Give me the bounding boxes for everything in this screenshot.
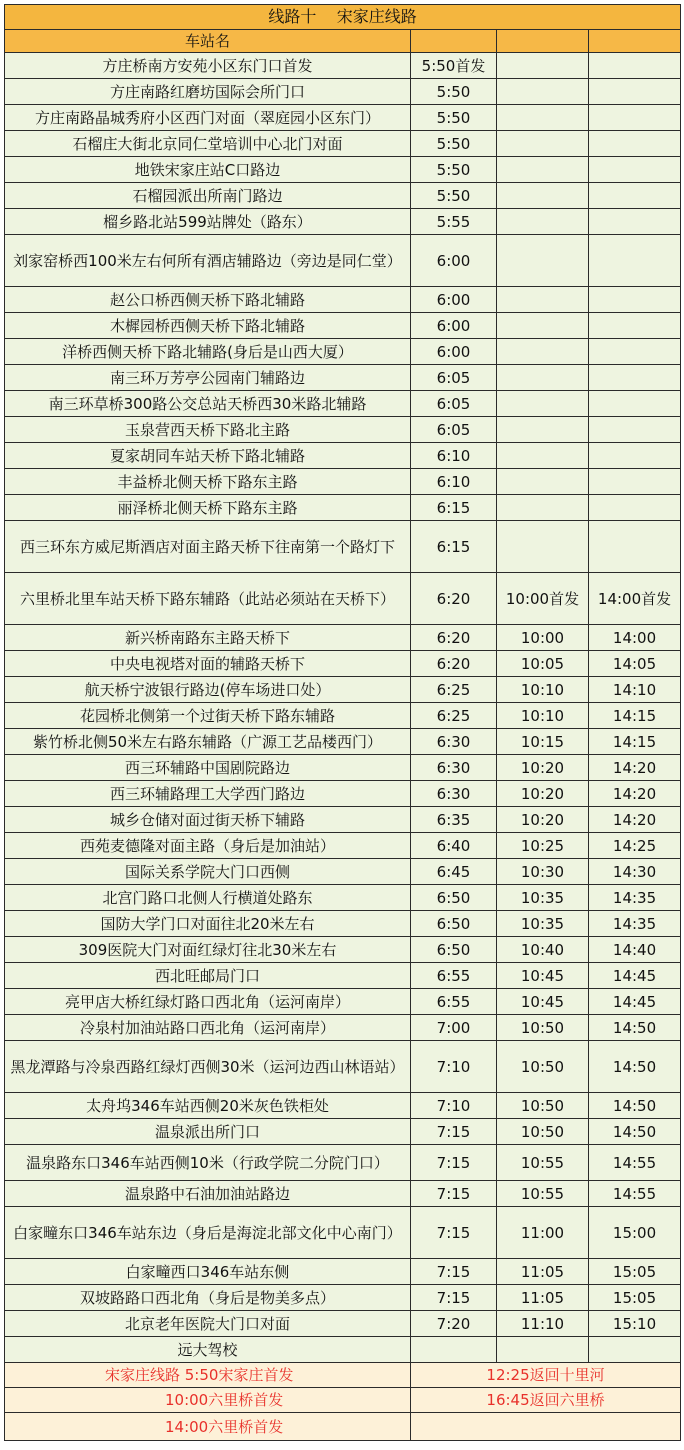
time-cell-route-3: 14:50 xyxy=(589,1119,681,1145)
time-cell-route-3 xyxy=(589,339,681,365)
time-cell-route-2 xyxy=(497,1337,589,1363)
time-cell-route-1: 5:50 xyxy=(411,157,497,183)
table-row xyxy=(5,1337,681,1363)
time-cell-route-3 xyxy=(589,79,681,105)
time-cell-route-3: 14:30 xyxy=(589,859,681,885)
station-cell: 赵公口桥西侧天桥下路北辅路 xyxy=(5,287,411,313)
footer-note-right xyxy=(411,1413,681,1441)
time-cell-route-2 xyxy=(497,105,589,131)
time-cell-route-1: 6:30 xyxy=(411,781,497,807)
time-cell-route-2 xyxy=(497,417,589,443)
time-cell-route-3 xyxy=(589,417,681,443)
time-cell-route-2: 10:30 xyxy=(497,859,589,885)
station-cell: 夏家胡同车站天桥下路北辅路 xyxy=(5,443,411,469)
time-cell-route-1: 6:50 xyxy=(411,885,497,911)
time-cell-route-3: 14:25 xyxy=(589,833,681,859)
table-row xyxy=(5,573,681,625)
table-row xyxy=(5,989,681,1015)
time-cell-route-1: 6:05 xyxy=(411,365,497,391)
time-cell-route-3: 14:20 xyxy=(589,781,681,807)
time-cell-route-3 xyxy=(589,365,681,391)
station-cell: 国防大学门口对面往北20米左右 xyxy=(5,911,411,937)
time-cell-route-1: 6:30 xyxy=(411,729,497,755)
time-cell-route-3: 14:20 xyxy=(589,807,681,833)
time-cell-route-1: 7:00 xyxy=(411,1015,497,1041)
time-cell-route-1: 6:05 xyxy=(411,417,497,443)
time-cell-route-3 xyxy=(589,443,681,469)
time-cell-route-2: 10:10 xyxy=(497,703,589,729)
time-cell-route-3: 14:45 xyxy=(589,989,681,1015)
time-cell-route-1: 6:45 xyxy=(411,859,497,885)
time-cell-route-2 xyxy=(497,365,589,391)
time-cell-route-3: 14:10 xyxy=(589,677,681,703)
time-cell-route-3 xyxy=(589,209,681,235)
station-cell: 亮甲店大桥红绿灯路口西北角（运河南岸） xyxy=(5,989,411,1015)
station-cell: 石榴园派出所南门路边 xyxy=(5,183,411,209)
time-cell-route-3 xyxy=(589,235,681,287)
table-row xyxy=(5,1259,681,1285)
time-cell-route-3 xyxy=(589,495,681,521)
station-cell: 紫竹桥北侧50米左右路东辅路（广源工艺品楼西门） xyxy=(5,729,411,755)
table-row xyxy=(5,1093,681,1119)
table-row xyxy=(5,313,681,339)
time-cell-route-1: 7:15 xyxy=(411,1259,497,1285)
station-cell: 南三环万芳亭公园南门辅路边 xyxy=(5,365,411,391)
time-cell-route-2: 10:50 xyxy=(497,1093,589,1119)
station-cell: 远大驾校 xyxy=(5,1337,411,1363)
station-cell: 刘家窑桥西100米左右何所有酒店辅路边（旁边是同仁堂） xyxy=(5,235,411,287)
time-cell-route-3 xyxy=(589,131,681,157)
time-cell-route-1: 7:15 xyxy=(411,1119,497,1145)
table-row xyxy=(5,1145,681,1181)
table-row xyxy=(5,469,681,495)
station-cell: 六里桥北里车站天桥下路东辅路（此站必须站在天桥下） xyxy=(5,573,411,625)
footer-note-left: 宋家庄线路 5:50宋家庄首发 xyxy=(5,1363,411,1388)
time-cell-route-2 xyxy=(497,53,589,79)
station-cell: 新兴桥南路东主路天桥下 xyxy=(5,625,411,651)
time-cell-route-2: 10:10 xyxy=(497,677,589,703)
time-cell-route-1: 5:50 xyxy=(411,105,497,131)
time-cell-route-2: 10:50 xyxy=(497,1119,589,1145)
time-cell-route-3: 15:05 xyxy=(589,1259,681,1285)
station-cell: 温泉派出所门口 xyxy=(5,1119,411,1145)
schedule-table xyxy=(4,4,681,1441)
time-cell-route-3: 14:40 xyxy=(589,937,681,963)
time-cell-route-1: 5:50首发 xyxy=(411,53,497,79)
station-column-header: 车站名 xyxy=(5,30,411,53)
footer-row xyxy=(5,1413,681,1441)
time-cell-route-1: 5:50 xyxy=(411,183,497,209)
time-cell-route-2 xyxy=(497,495,589,521)
station-cell: 方庄南路红磨坊国际会所门口 xyxy=(5,79,411,105)
table-row xyxy=(5,729,681,755)
schedule-body xyxy=(5,5,681,1441)
table-row xyxy=(5,963,681,989)
time-cell-route-1: 6:05 xyxy=(411,391,497,417)
time-cell-route-3 xyxy=(589,521,681,573)
station-cell: 南三环草桥300路公交总站天桥西30米路北辅路 xyxy=(5,391,411,417)
time-cell-route-1: 6:40 xyxy=(411,833,497,859)
station-cell: 城乡仓储对面过街天桥下辅路 xyxy=(5,807,411,833)
time-cell-route-2: 10:00首发 xyxy=(497,573,589,625)
table-row xyxy=(5,833,681,859)
station-cell: 北宫门路口北侧人行横道处路东 xyxy=(5,885,411,911)
time-cell-route-3: 14:50 xyxy=(589,1041,681,1093)
station-cell: 北京老年医院大门口对面 xyxy=(5,1311,411,1337)
time-cell-route-2 xyxy=(497,157,589,183)
station-cell: 方庄桥南方安苑小区东门口首发 xyxy=(5,53,411,79)
time-cell-route-1: 5:55 xyxy=(411,209,497,235)
time-cell-route-1: 6:55 xyxy=(411,989,497,1015)
station-cell: 西三环辅路中国剧院路边 xyxy=(5,755,411,781)
time-cell-route-1: 7:15 xyxy=(411,1145,497,1181)
time-cell-route-3: 14:50 xyxy=(589,1015,681,1041)
time-cell-route-1: 6:15 xyxy=(411,521,497,573)
time-cell-route-1: 6:20 xyxy=(411,573,497,625)
table-row xyxy=(5,521,681,573)
time-cell-route-1: 6:00 xyxy=(411,313,497,339)
time-cell-route-2: 10:20 xyxy=(497,807,589,833)
time-cell-route-2: 10:50 xyxy=(497,1041,589,1093)
time-cell-route-3: 14:35 xyxy=(589,885,681,911)
table-row xyxy=(5,79,681,105)
time-cell-route-3 xyxy=(589,287,681,313)
table-row xyxy=(5,755,681,781)
time-cell-route-1 xyxy=(411,1337,497,1363)
table-row xyxy=(5,1311,681,1337)
station-cell: 双坡路路口西北角（身后是物美多点） xyxy=(5,1285,411,1311)
time-cell-route-3: 14:20 xyxy=(589,755,681,781)
time-cell-route-1: 6:25 xyxy=(411,677,497,703)
time-cell-route-1: 7:15 xyxy=(411,1181,497,1207)
time-cell-route-3: 14:55 xyxy=(589,1181,681,1207)
station-cell: 航天桥宁波银行路边(停车场进口处） xyxy=(5,677,411,703)
station-cell: 方庄南路晶城秀府小区西门对面（翠庭园小区东门） xyxy=(5,105,411,131)
time-cell-route-3: 14:00首发 xyxy=(589,573,681,625)
time-cell-route-1: 7:15 xyxy=(411,1207,497,1259)
table-row xyxy=(5,209,681,235)
table-row xyxy=(5,105,681,131)
time-cell-route-1: 7:15 xyxy=(411,1285,497,1311)
time-cell-route-1: 6:35 xyxy=(411,807,497,833)
table-row xyxy=(5,1207,681,1259)
table-row xyxy=(5,703,681,729)
table-row xyxy=(5,391,681,417)
time-cell-route-2 xyxy=(497,443,589,469)
table-row xyxy=(5,1285,681,1311)
time-cell-route-2: 10:15 xyxy=(497,729,589,755)
time-cell-route-2: 10:35 xyxy=(497,911,589,937)
footer-note-left: 10:00六里桥首发 xyxy=(5,1388,411,1413)
station-cell: 花园桥北侧第一个过街天桥下路东辅路 xyxy=(5,703,411,729)
time-cell-route-3: 14:45 xyxy=(589,963,681,989)
station-cell: 黑龙潭路与冷泉西路红绿灯西侧30米（运河边西山林语站） xyxy=(5,1041,411,1093)
time-cell-route-1: 7:10 xyxy=(411,1041,497,1093)
table-row xyxy=(5,417,681,443)
time-cell-route-2: 10:05 xyxy=(497,651,589,677)
table-row xyxy=(5,495,681,521)
station-cell: 玉泉营西天桥下路北主路 xyxy=(5,417,411,443)
time-cell-route-3 xyxy=(589,157,681,183)
station-cell: 木樨园桥西侧天桥下路北辅路 xyxy=(5,313,411,339)
time-cell-route-1: 6:30 xyxy=(411,755,497,781)
table-row xyxy=(5,53,681,79)
time-cell-route-2: 10:55 xyxy=(497,1145,589,1181)
time-cell-route-2: 11:05 xyxy=(497,1285,589,1311)
time-cell-route-2 xyxy=(497,287,589,313)
table-row xyxy=(5,235,681,287)
time-cell-route-1: 6:20 xyxy=(411,651,497,677)
time-cell-route-3 xyxy=(589,53,681,79)
station-cell: 温泉路东口346车站西侧10米（行政学院二分院门口） xyxy=(5,1145,411,1181)
station-cell: 西三环辅路理工大学西门路边 xyxy=(5,781,411,807)
table-row xyxy=(5,339,681,365)
footer-row xyxy=(5,1388,681,1413)
time-cell-route-3: 14:00 xyxy=(589,625,681,651)
time-cell-route-2: 10:55 xyxy=(497,1181,589,1207)
time-cell-route-3 xyxy=(589,469,681,495)
title-row xyxy=(5,5,681,30)
time-cell-route-3: 15:05 xyxy=(589,1285,681,1311)
station-cell: 太舟坞346车站西侧20米灰色铁柜处 xyxy=(5,1093,411,1119)
time-column-header-2 xyxy=(497,30,589,53)
time-cell-route-2 xyxy=(497,391,589,417)
time-cell-route-2 xyxy=(497,521,589,573)
station-cell: 白家疃西口346车站东侧 xyxy=(5,1259,411,1285)
time-cell-route-3: 14:55 xyxy=(589,1145,681,1181)
station-cell: 洋桥西侧天桥下路北辅路(身后是山西大厦） xyxy=(5,339,411,365)
time-cell-route-3: 14:50 xyxy=(589,1093,681,1119)
time-cell-route-2 xyxy=(497,183,589,209)
time-cell-route-1: 6:25 xyxy=(411,703,497,729)
table-row xyxy=(5,1041,681,1093)
table-row xyxy=(5,1015,681,1041)
time-cell-route-3: 15:10 xyxy=(589,1311,681,1337)
time-cell-route-2 xyxy=(497,339,589,365)
table-row xyxy=(5,625,681,651)
footer-row xyxy=(5,1363,681,1388)
time-cell-route-1: 6:50 xyxy=(411,911,497,937)
time-cell-route-2: 10:00 xyxy=(497,625,589,651)
station-cell: 西苑麦德隆对面主路（身后是加油站） xyxy=(5,833,411,859)
time-cell-route-1: 6:15 xyxy=(411,495,497,521)
time-cell-route-2: 10:20 xyxy=(497,781,589,807)
time-cell-route-3: 14:15 xyxy=(589,729,681,755)
table-row xyxy=(5,443,681,469)
time-cell-route-1: 6:10 xyxy=(411,443,497,469)
station-cell: 西北旺邮局门口 xyxy=(5,963,411,989)
time-cell-route-2: 10:25 xyxy=(497,833,589,859)
footer-note-right: 12:25返回十里河 xyxy=(411,1363,681,1388)
table-row xyxy=(5,1119,681,1145)
table-row xyxy=(5,1181,681,1207)
time-cell-route-1: 7:20 xyxy=(411,1311,497,1337)
time-cell-route-1: 6:50 xyxy=(411,937,497,963)
time-cell-route-1: 6:55 xyxy=(411,963,497,989)
time-cell-route-2 xyxy=(497,235,589,287)
time-cell-route-1: 7:10 xyxy=(411,1093,497,1119)
time-column-header-3 xyxy=(589,30,681,53)
time-cell-route-3: 15:00 xyxy=(589,1207,681,1259)
time-cell-route-3 xyxy=(589,313,681,339)
table-row xyxy=(5,937,681,963)
time-cell-route-3: 14:35 xyxy=(589,911,681,937)
station-cell: 丰益桥北侧天桥下路东主路 xyxy=(5,469,411,495)
table-row xyxy=(5,885,681,911)
time-cell-route-2: 10:50 xyxy=(497,1015,589,1041)
time-cell-route-2: 10:20 xyxy=(497,755,589,781)
table-row xyxy=(5,677,681,703)
time-cell-route-2: 11:00 xyxy=(497,1207,589,1259)
time-cell-route-1: 5:50 xyxy=(411,79,497,105)
time-cell-route-2: 10:45 xyxy=(497,963,589,989)
time-cell-route-3 xyxy=(589,391,681,417)
time-cell-route-3 xyxy=(589,1337,681,1363)
table-row xyxy=(5,365,681,391)
time-cell-route-2: 10:40 xyxy=(497,937,589,963)
time-cell-route-2 xyxy=(497,131,589,157)
station-cell: 温泉路中石油加油站路边 xyxy=(5,1181,411,1207)
station-cell: 地铁宋家庄站C口路边 xyxy=(5,157,411,183)
time-cell-route-2 xyxy=(497,469,589,495)
station-cell: 中央电视塔对面的辅路天桥下 xyxy=(5,651,411,677)
station-cell: 榴乡路北站599站牌处（路东） xyxy=(5,209,411,235)
table-row xyxy=(5,131,681,157)
table-row xyxy=(5,807,681,833)
station-cell: 石榴庄大街北京同仁堂培训中心北门对面 xyxy=(5,131,411,157)
table-row xyxy=(5,781,681,807)
time-cell-route-3: 14:15 xyxy=(589,703,681,729)
table-row xyxy=(5,911,681,937)
table-row xyxy=(5,859,681,885)
time-cell-route-1: 6:00 xyxy=(411,287,497,313)
table-row xyxy=(5,183,681,209)
table-row xyxy=(5,157,681,183)
time-cell-route-2: 11:10 xyxy=(497,1311,589,1337)
time-cell-route-2 xyxy=(497,209,589,235)
time-cell-route-2: 11:05 xyxy=(497,1259,589,1285)
station-cell: 309医院大门对面红绿灯往北30米左右 xyxy=(5,937,411,963)
time-cell-route-1: 5:50 xyxy=(411,131,497,157)
table-row xyxy=(5,287,681,313)
time-cell-route-3: 14:05 xyxy=(589,651,681,677)
footer-note-left: 14:00六里桥首发 xyxy=(5,1413,411,1441)
time-cell-route-2 xyxy=(497,313,589,339)
time-cell-route-2 xyxy=(497,79,589,105)
time-cell-route-1: 6:10 xyxy=(411,469,497,495)
route-title: 线路十 宋家庄线路 xyxy=(5,5,681,30)
time-cell-route-2: 10:35 xyxy=(497,885,589,911)
time-cell-route-2: 10:45 xyxy=(497,989,589,1015)
time-cell-route-1: 6:20 xyxy=(411,625,497,651)
time-column-header-1 xyxy=(411,30,497,53)
time-cell-route-1: 6:00 xyxy=(411,235,497,287)
table-row xyxy=(5,651,681,677)
station-cell: 冷泉村加油站路口西北角（运河南岸） xyxy=(5,1015,411,1041)
station-cell: 西三环东方威尼斯酒店对面主路天桥下往南第一个路灯下 xyxy=(5,521,411,573)
header-row xyxy=(5,30,681,53)
footer-note-right: 16:45返回六里桥 xyxy=(411,1388,681,1413)
time-cell-route-3 xyxy=(589,105,681,131)
time-cell-route-1: 6:00 xyxy=(411,339,497,365)
station-cell: 国际关系学院大门口西侧 xyxy=(5,859,411,885)
station-cell: 白家疃东口346车站东边（身后是海淀北部文化中心南门） xyxy=(5,1207,411,1259)
time-cell-route-3 xyxy=(589,183,681,209)
station-cell: 丽泽桥北侧天桥下路东主路 xyxy=(5,495,411,521)
